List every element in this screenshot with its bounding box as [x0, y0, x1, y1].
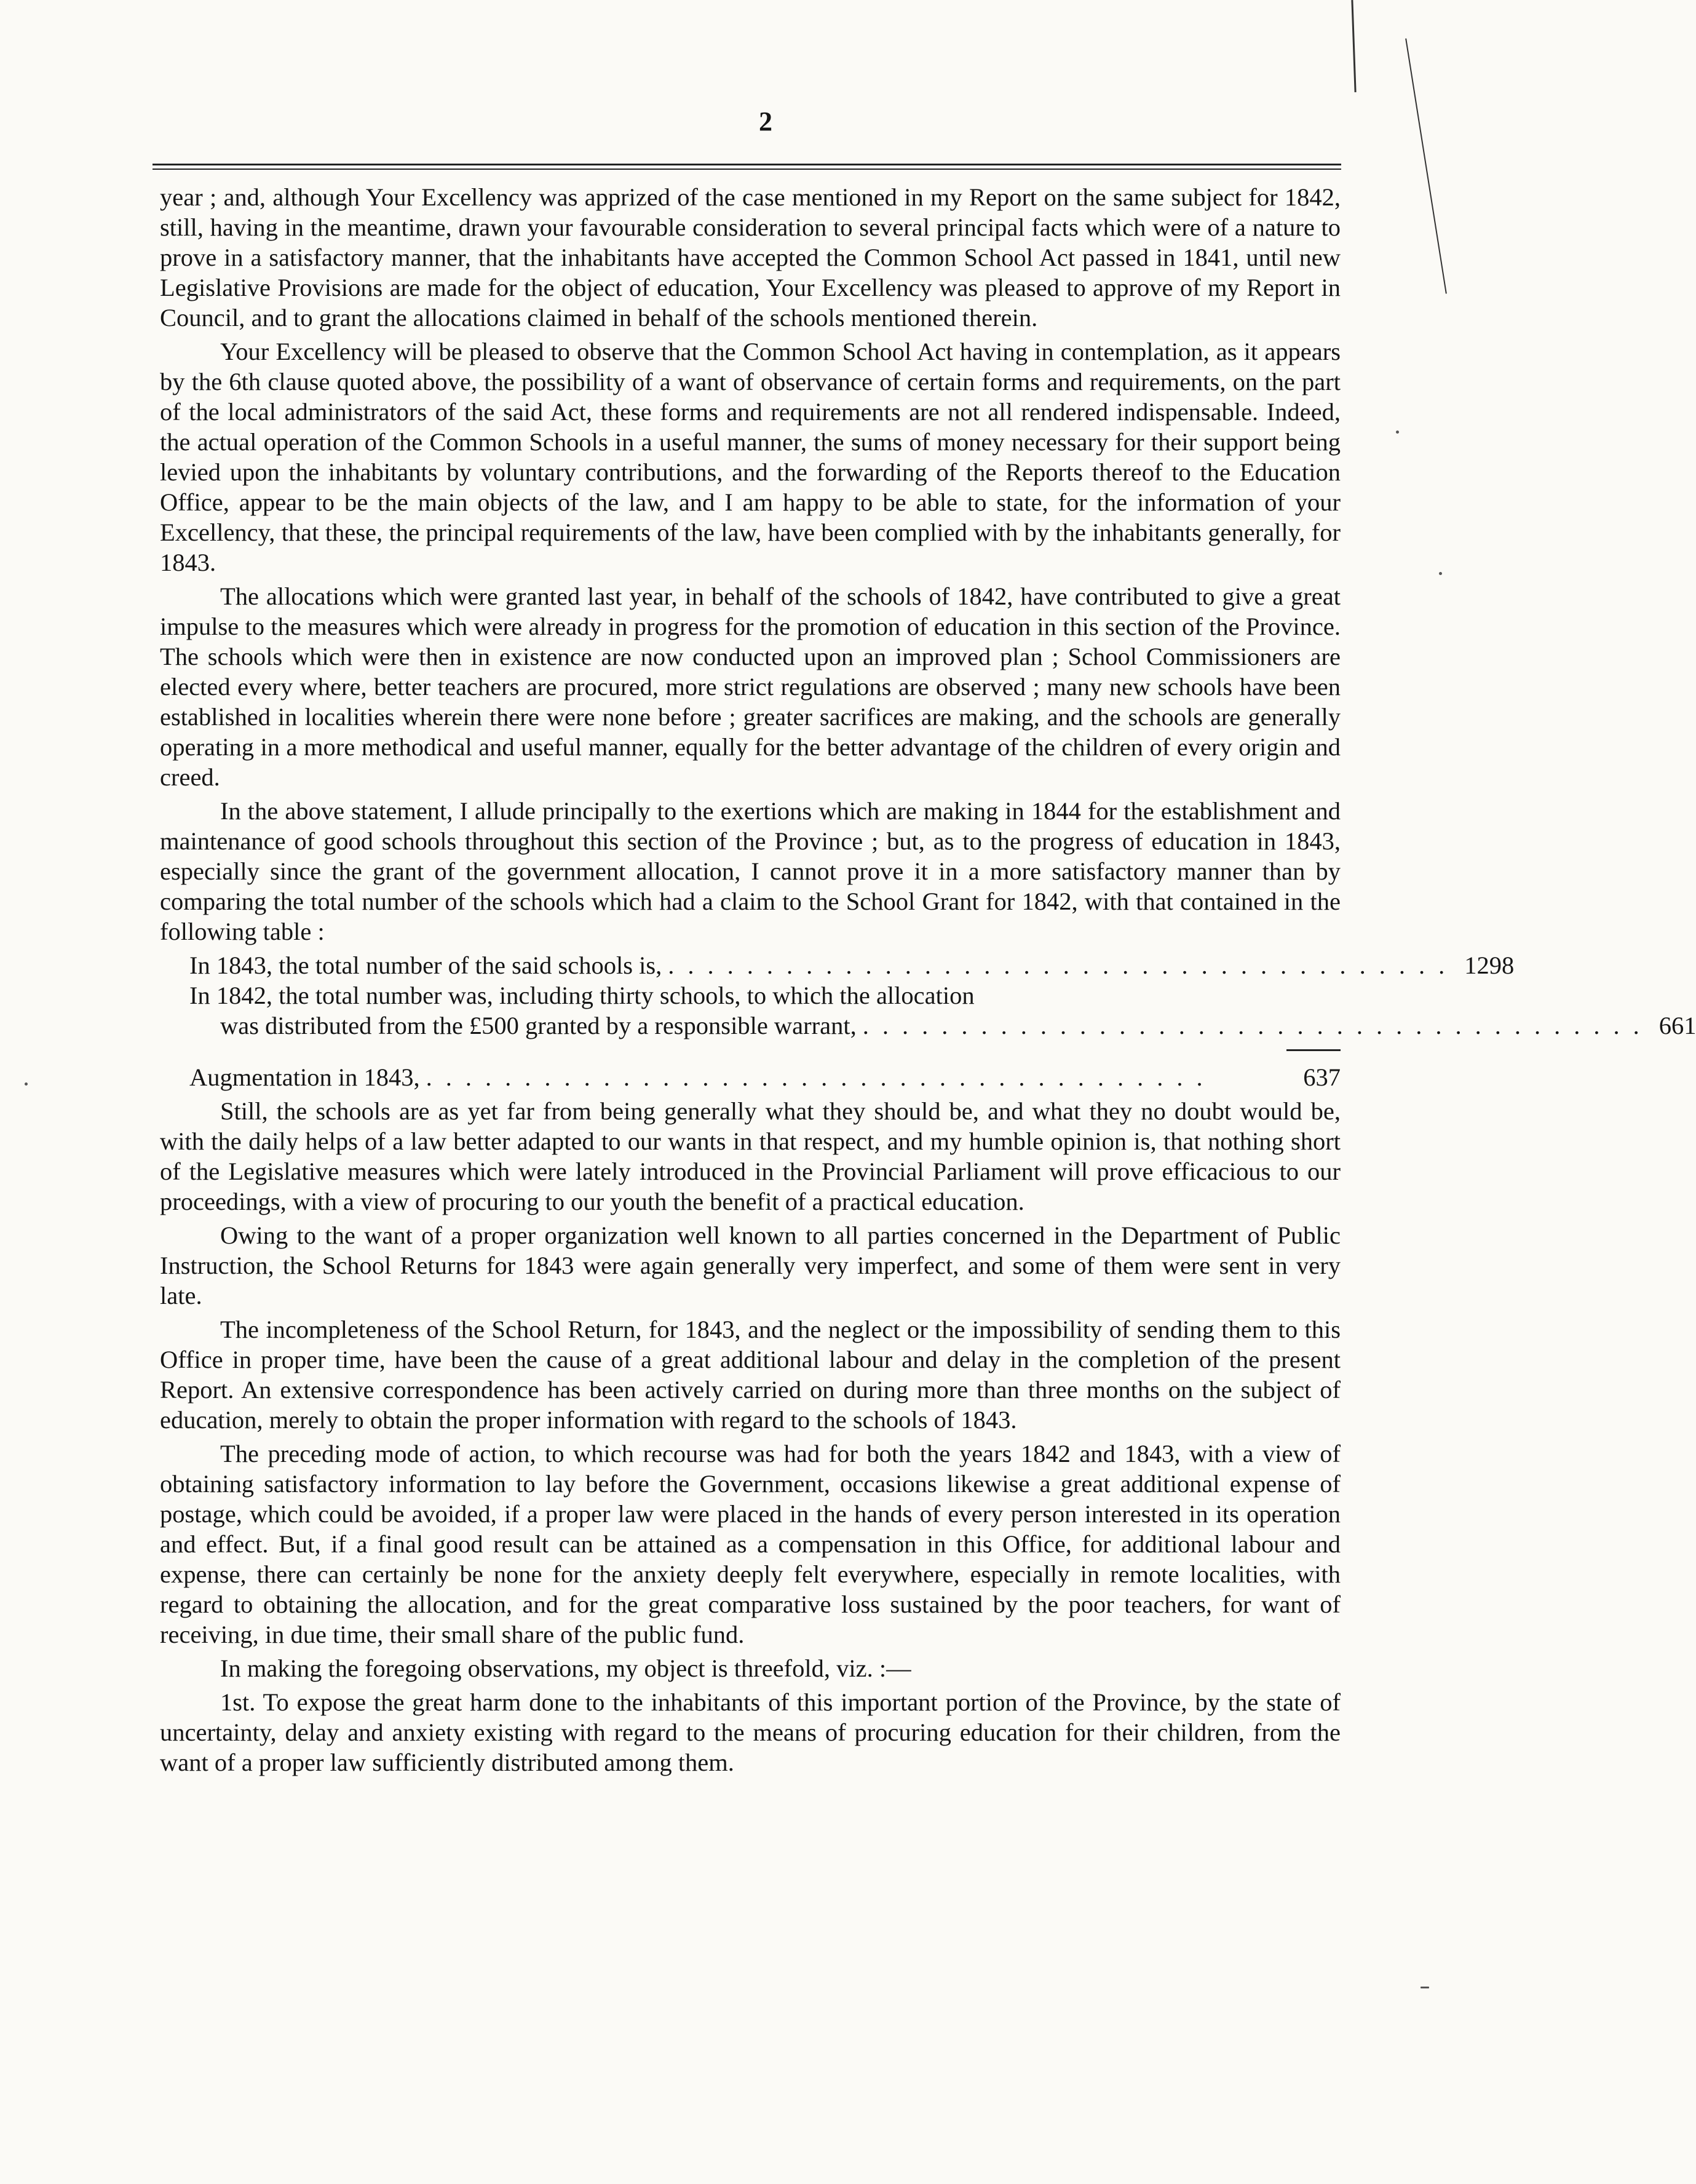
paragraph: The allocations which were granted last year, in behalf of the schools of 1842, have contributed to give a great impulse to the measures which were already in progress for the promotion of education in this section of the Province. The schools which were then in existence are now conducted upon an improved plan ; School Commissioners are elected every where, better teachers are procured, more strict regulations are observed ; many new schools have been established in localities wherein there were none before ; greater sacrifices are making, and the schools are generally operating in a more methodical and useful manner, equally for the better advantage of the children of every origin and creed.: [160, 582, 1341, 791]
row-value: 661: [1658, 1012, 1696, 1039]
paragraph: year ; and, although Your Excellency was apprized of the case mentioned in my Report on the same subject for 1842, still, having in the meantime, drawn your favourable consideration to several principal facts which were of a nature to prove in a satisfactory manner, that the inhabitants have accepted the Common School Act passed in 1841, until new Legislative Provisions are made for the object of education, Your Excellency was pleased to approve of my Report in Council, and to grant the allocations claimed in behalf of the schools mentioned therein.: [160, 183, 1341, 332]
leader-dots: ........................................: [668, 951, 1459, 979]
scan-speck: [1396, 431, 1399, 434]
page-number: 2: [759, 106, 772, 137]
leader-dots: ........................................: [862, 1012, 1653, 1039]
scan-edge-line: [1405, 38, 1447, 293]
paragraph: 1st. To expose the great harm done to the inhabitants of this important portion of the Province, by the state of uncertainty, delay and anxiety existing with regard to the means of procuring education for their children, from the want of a proper law sufficiently distributed among them.: [160, 1688, 1341, 1776]
paragraph: Your Excellency will be pleased to observe that the Common School Act having in contemplation, as it appears by the 6th clause quoted above, the possibility of a want of observance of certain forms and requirements, on the part of the local administrators of the said Act, these forms and requirements are not all rendered indispensable. Indeed, the actual operation of the Common Schools in a useful manner, the sums of money necessary for their support being levied upon the inhabitants by voluntary contributions, and the forwarding of the Reports thereof to the Education Office, appear to be the main objects of the law, and I am happy to be able to state, for the information of your Excellency, that these, the principal requirements of the law, have been complied with by the inhabitants generally, for 1843.: [160, 338, 1341, 576]
scan-speck: [1439, 572, 1442, 575]
scan-speck: [1421, 1987, 1429, 1988]
paragraph: In the above statement, I allude principally to the exertions which are making in 1844 for the establishment and maintenance of good schools throughout this section of the Province ; but, as to the progress of education in 1843, especially since the grant of the government allocation, I cannot prove it in a more satisfactory manner than by comparing the total number of the schools which had a claim to the School Grant for 1842, with that contained in the following table :: [160, 797, 1341, 945]
body-text: [160, 182, 1696, 1781]
row-value: 1298: [1464, 951, 1515, 979]
leader-dots: ........................................: [426, 1063, 1216, 1091]
school-count-table: [160, 950, 1696, 1092]
paragraph: Owing to the want of a proper organization well known to all parties concerned in the Department of Public Instruction, the School Returns for 1843 were again generally very imperfect, and some of them were sent in very late.: [160, 1221, 1341, 1309]
row-label: was distributed from the £500 granted by a responsible warrant,: [220, 1012, 857, 1039]
paragraph: The incompleteness of the School Return, for 1843, and the neglect or the impossibility of sending them to this Office in proper time, have been the cause of a great additional labour and delay in the completion of the present Report. An extensive correspondence has been actively carried on during more than three months on the subject of education, merely to obtain the proper information with regard to the schools of 1843.: [160, 1316, 1341, 1434]
total-value: 637: [1303, 1063, 1341, 1091]
total-label: Augmentation in 1843,: [189, 1063, 420, 1091]
paragraph: The preceding mode of action, to which recourse was had for both the years 1842 and 1843, with a view of obtaining satisfactory information to lay before the Government, occasions likewise a great additional expense of postage, which could be avoided, if a proper law were placed in the hands of every person interested in its operation and effect. But, if a final good result can be attained as a compensation in this Office, for additional labour and expense, there can certainly be none for the anxiety deeply felt everywhere, especially in remote localities, with regard to obtaining the allocation, and for the great comparative loss sustained by the poor teachers, for want of receiving, in due time, their small share of the public fund.: [160, 1440, 1341, 1648]
row-label: In 1842, the total number was, including thirty schools, to which the allocation: [189, 982, 975, 1009]
table-total-row: [160, 1062, 1341, 1092]
row-label: In 1843, the total number of the said schools is,: [189, 951, 662, 979]
scan-speck: [25, 1082, 28, 1086]
header-rule-thin: [153, 169, 1341, 170]
paragraph: Still, the schools are as yet far from being generally what they should be, and what they no doubt would be, with the daily helps of a law better adapted to our wants in that respect, and my humble opinion is, that nothing short of the Legislative measures which were lately introduced in the Provincial Parliament will prove efficacious to our proceedings, with a view of procuring to our youth the benefit of a practical education.: [160, 1097, 1341, 1215]
scan-edge-line: [1351, 0, 1356, 92]
sum-rule: [1286, 1049, 1341, 1051]
table-row: [160, 980, 1341, 1011]
table-row: [160, 950, 1515, 980]
paragraph: In making the foregoing observations, my object is threefold, viz. :—: [220, 1654, 911, 1682]
table-row: [160, 1011, 1696, 1041]
header-rule: [153, 164, 1341, 165]
